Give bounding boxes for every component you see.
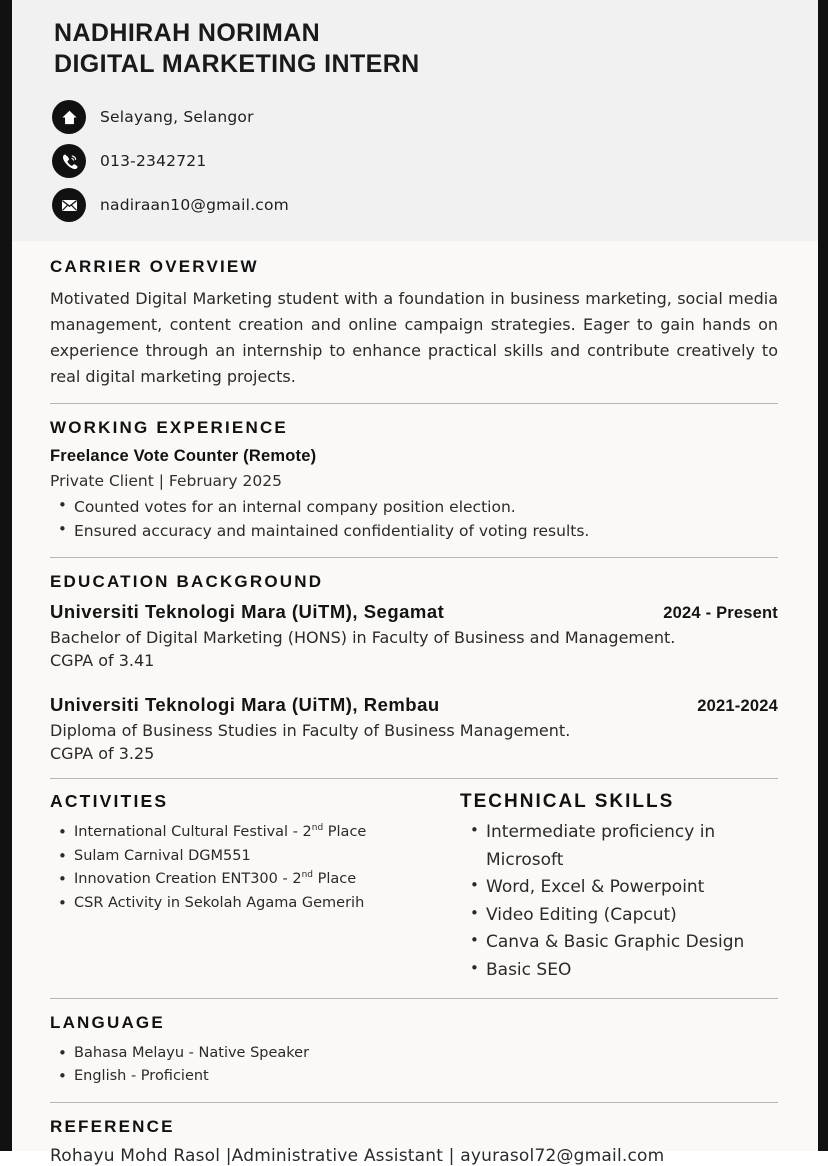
section-title-education: EDUCATION BACKGROUND xyxy=(50,571,324,591)
phone-icon xyxy=(52,144,86,178)
experience-role: Freelance Vote Counter (Remote) xyxy=(50,446,317,465)
section-activities-skills xyxy=(50,791,778,984)
section-title-working-experience: WORKING EXPERIENCE xyxy=(50,417,288,437)
page-title: NADHIRAH NORIMAN xyxy=(54,19,321,47)
education-description: Diploma of Business Studies in Faculty of Business Management. xyxy=(50,720,571,740)
language-list xyxy=(50,1042,778,1089)
education-school: Universiti Teknologi Mara (UiTM), Segamat xyxy=(50,600,445,622)
education-gpa: CGPA of 3.41 xyxy=(50,650,155,670)
section-working-experience xyxy=(50,416,778,544)
section-title-language: LANGUAGE xyxy=(50,1012,165,1032)
list-item: • Canva & Basic Graphic Design xyxy=(460,929,778,957)
activity-text: Sulam Carnival DGM551 xyxy=(74,847,251,864)
section-reference xyxy=(50,1115,778,1166)
activity-suffix: Place xyxy=(312,871,357,888)
divider xyxy=(50,557,778,558)
contact-item-phone xyxy=(52,139,818,183)
list-item: • Bahasa Melayu - Native Speaker xyxy=(50,1042,778,1065)
divider xyxy=(50,778,778,779)
section-title-reference: REFERENCE xyxy=(50,1116,175,1136)
activity-superscript: nd xyxy=(311,823,324,834)
activity-superscript: nd xyxy=(301,870,313,881)
list-item: • Video Editing (Capcut) xyxy=(460,902,778,930)
section-title-activities: ACTIVITIES xyxy=(50,791,169,812)
contact-email-text: nadiraan10@gmail.com xyxy=(100,196,289,214)
education-gpa: CGPA of 3.25 xyxy=(50,744,155,764)
resume-content xyxy=(12,241,818,1166)
column-activities xyxy=(50,791,450,984)
activities-list xyxy=(50,821,450,915)
divider xyxy=(50,1102,778,1103)
education-entry-head xyxy=(50,694,778,716)
contact-location-text: Selayang, Selangor xyxy=(100,108,254,126)
section-title-technical-skills: TECHNICAL SKILLS xyxy=(460,791,675,813)
divider xyxy=(50,998,778,999)
contact-phone-text: 013-2342721 xyxy=(100,152,207,170)
list-item xyxy=(50,868,450,891)
experience-meta: Private Client | February 2025 xyxy=(50,471,282,490)
column-technical-skills xyxy=(450,791,778,984)
education-date: 2021-2024 xyxy=(697,696,778,715)
list-item xyxy=(50,892,450,915)
reference-text: Rohayu Mohd Rasol |Administrative Assistant | ayurasol72@gmail.com xyxy=(50,1145,665,1166)
spacer xyxy=(50,676,778,694)
section-language xyxy=(50,1011,778,1089)
education-entry-head xyxy=(50,601,778,623)
list-item xyxy=(50,821,450,844)
home-icon xyxy=(52,100,86,134)
contact-item-location xyxy=(52,95,818,139)
list-item: • Intermediate proficiency in Microsoft xyxy=(460,819,778,874)
email-icon xyxy=(52,188,86,222)
contact-item-email xyxy=(52,183,818,227)
name-block xyxy=(12,18,818,79)
experience-bullet-list xyxy=(50,495,778,544)
activity-text: International Cultural Festival - 2 xyxy=(74,824,312,841)
education-entry xyxy=(50,694,778,765)
section-title-career-overview: CARRIER OVERVIEW xyxy=(50,257,259,276)
education-date: 2024 - Present xyxy=(663,603,778,622)
list-item: • Basic SEO xyxy=(460,957,778,985)
list-item: • Counted votes for an internal company position election. xyxy=(50,495,778,519)
list-item: • Word, Excel & Powerpoint xyxy=(460,874,778,902)
divider xyxy=(50,403,778,404)
technical-skills-list xyxy=(460,819,778,984)
education-description: Bachelor of Digital Marketing (HONS) in Faculty of Business and Management. xyxy=(50,627,676,647)
resume-header xyxy=(12,0,818,241)
contact-list xyxy=(12,95,818,227)
list-item xyxy=(50,845,450,868)
career-overview-text: Motivated Digital Marketing student with a foundation in business marketing, social media management, content creation and online campaign strategies. Eager to gain hands on experience through an internship to enhance practical skills and contribute creatively to real digital marketing projects. xyxy=(50,289,778,386)
section-career-overview xyxy=(50,255,778,390)
list-item: • English - Proficient xyxy=(50,1065,778,1088)
education-entry xyxy=(50,601,778,672)
job-title: DIGITAL MARKETING INTERN xyxy=(54,49,420,78)
activity-text: Innovation Creation ENT300 - 2 xyxy=(74,871,302,888)
activity-suffix: Place xyxy=(323,824,367,841)
education-school: Universiti Teknologi Mara (UiTM), Rembau xyxy=(50,693,440,715)
activity-text: CSR Activity in Sekolah Agama Gemerih xyxy=(74,894,365,911)
section-education xyxy=(50,570,778,766)
list-item: • Ensured accuracy and maintained confidentiality of voting results. xyxy=(50,519,778,543)
